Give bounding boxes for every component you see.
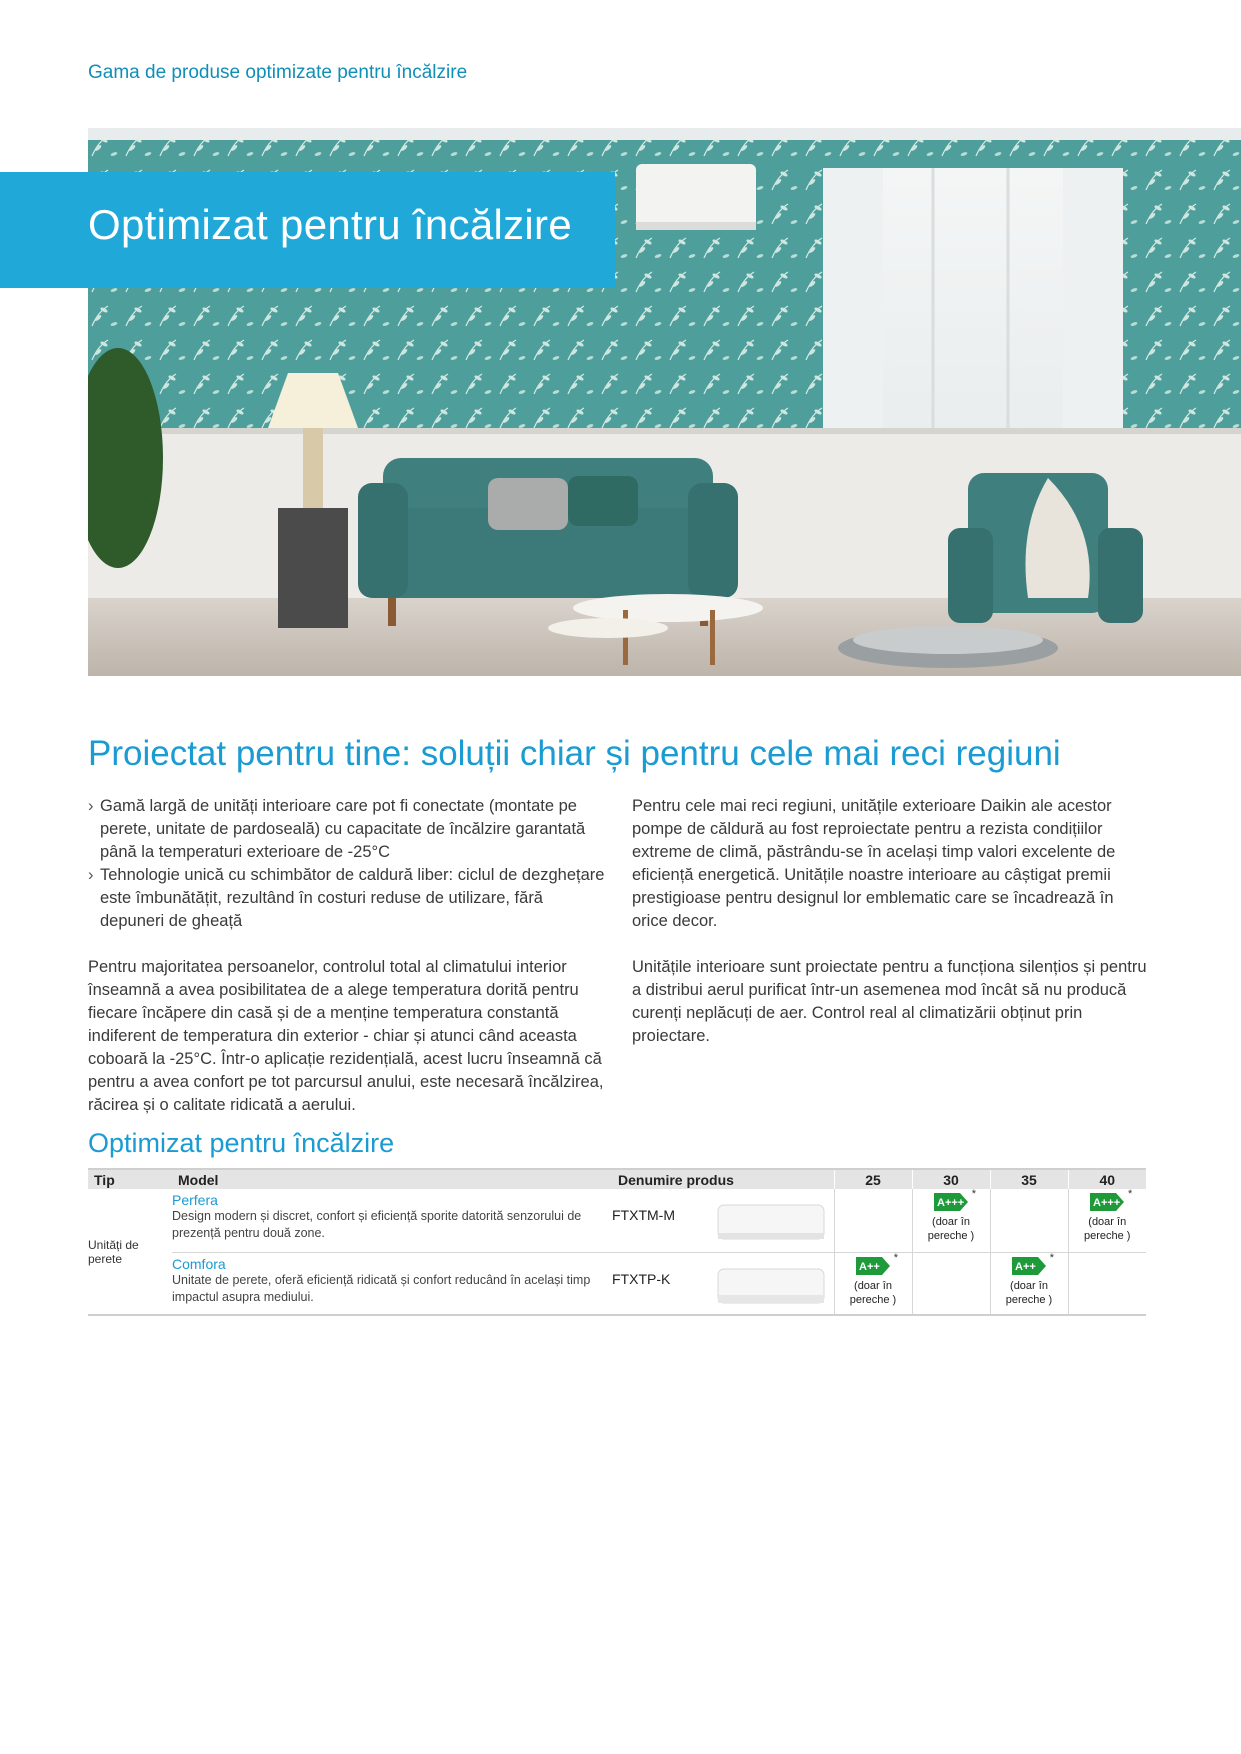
table-row <box>88 1189 1146 1252</box>
energy-class-text: A++ <box>1015 1260 1036 1273</box>
model-cell <box>172 1252 612 1315</box>
bullet-item: › Gamă largă de unități interioare care pot fi conectate (montate pe perete, unitate de pardoseală) cu capacitate de încălzire garantată până la temperaturi exterioare de -25°C <box>88 795 608 864</box>
hero-title: Optimizat pentru încălzire <box>88 201 572 248</box>
energy-class-text: A++ <box>859 1260 880 1273</box>
footnote-star: * <box>893 1251 898 1264</box>
header-40: 40 <box>1068 1169 1146 1189</box>
model-name: Comfora <box>172 1255 226 1272</box>
product-cell <box>612 1252 834 1315</box>
rating-30 <box>912 1252 990 1315</box>
bullet-item: › Tehnologie unică cu schimbător de caldură liber: ciclul de dezghețare este îmbunătățit, rezultând în costuri reduse de utilizare, fără depuneri de gheață <box>88 864 608 933</box>
energy-class-icon <box>1090 1188 1133 1211</box>
right-column <box>632 795 1152 1048</box>
model-description: Design modern și discret, confort și eficiență sporite datorită senzorului de prezență pentru două zone. <box>172 1209 582 1240</box>
product-code: FTXTP-K <box>612 1270 671 1287</box>
header-model: Model <box>172 1169 612 1189</box>
pair-note: (doar în pereche ) <box>1084 1216 1131 1242</box>
footnote-star: * <box>1127 1188 1133 1200</box>
product-code: FTXTM-M <box>612 1207 675 1223</box>
energy-class-icon <box>934 1188 976 1211</box>
section-title: Proiectat pentru tine: soluții chiar și pentru cele mai reci regiuni <box>88 734 1061 773</box>
ac-unit-image <box>716 1201 826 1245</box>
body-paragraph: Pentru cele mai reci regiuni, unitățile exterioare Daikin ale acestor pompe de căldură au fost reproiectate pentru a rezista condițiilor extreme de climă, păstrându-se în același timp valori excelente de eficiență energetică. Unitățile noastre interioare au câștigat premii prestigioase pentru designul lor emblematic care se încadrează în orice decor. <box>632 797 1116 930</box>
body-paragraph: Pentru majoritatea persoanelor, controlul total al climatului interior înseamnă a avea posibilitatea de a alege temperatura dorită pentru fiecare încăpere din casă și de a menține temperatura constantă indiferent de temperatura din exterior - chiar și atunci când aceasta coboară la -25°C. Într-o aplicație rezidențială, acest lucru înseamnă că pentru a avea confort pe tot parcursul anului, este necesară încălzirea, răcirea și o calitate ridicată a aerului. <box>88 958 604 1114</box>
header-30: 30 <box>912 1169 990 1189</box>
running-title: Gama de produse optimizate pentru încălzire <box>88 62 468 83</box>
footnote-star: * <box>971 1188 976 1200</box>
product-cell <box>612 1189 834 1252</box>
body-paragraph: Unitățile interioare sunt proiectate pentru a funcționa silențios și pentru a distribui aerul purificat într-un asemenea mod încât să nu producă curenți neplăcuți de aer. Control real al climatizării obținut prin proiectare. <box>632 958 1147 1045</box>
energy-label <box>913 1188 990 1243</box>
rating-25 <box>834 1252 912 1315</box>
pair-note: (doar în pereche ) <box>927 1216 975 1242</box>
header-35: 35 <box>990 1169 1068 1189</box>
product-table <box>88 1168 1146 1316</box>
energy-class-icon <box>1012 1251 1054 1275</box>
rating-30 <box>912 1189 990 1252</box>
energy-class-text: A+++ <box>937 1197 965 1209</box>
model-name: Perfera <box>172 1192 218 1208</box>
header-25: 25 <box>834 1169 912 1189</box>
left-column <box>88 795 608 1117</box>
rating-35 <box>990 1189 1068 1252</box>
rating-35 <box>990 1252 1068 1315</box>
table-header-row <box>88 1169 1146 1189</box>
rating-40 <box>1068 1252 1146 1315</box>
header-tip: Tip <box>88 1169 172 1189</box>
ac-unit-image <box>716 1265 826 1309</box>
energy-class-text: A+++ <box>1093 1197 1121 1209</box>
energy-label <box>1069 1188 1147 1243</box>
footnote-star: * <box>1049 1251 1054 1264</box>
type-cell: Unități de perete <box>88 1189 172 1315</box>
energy-label <box>835 1251 912 1307</box>
model-description: Unitate de perete, oferă eficiență ridicată și confort reducând în același timp impactul asupra mediului. <box>172 1272 591 1304</box>
pair-note: (doar în pereche ) <box>1005 1279 1053 1306</box>
model-cell <box>172 1189 612 1252</box>
rating-25 <box>834 1189 912 1252</box>
energy-label <box>991 1251 1068 1307</box>
energy-class-icon <box>856 1251 898 1275</box>
pair-note: (doar în pereche ) <box>849 1279 897 1306</box>
header-product: Denumire produs <box>612 1169 834 1189</box>
table-title: Optimizat pentru încălzire <box>88 1128 395 1158</box>
rating-40 <box>1068 1189 1146 1252</box>
table-row <box>88 1252 1146 1315</box>
